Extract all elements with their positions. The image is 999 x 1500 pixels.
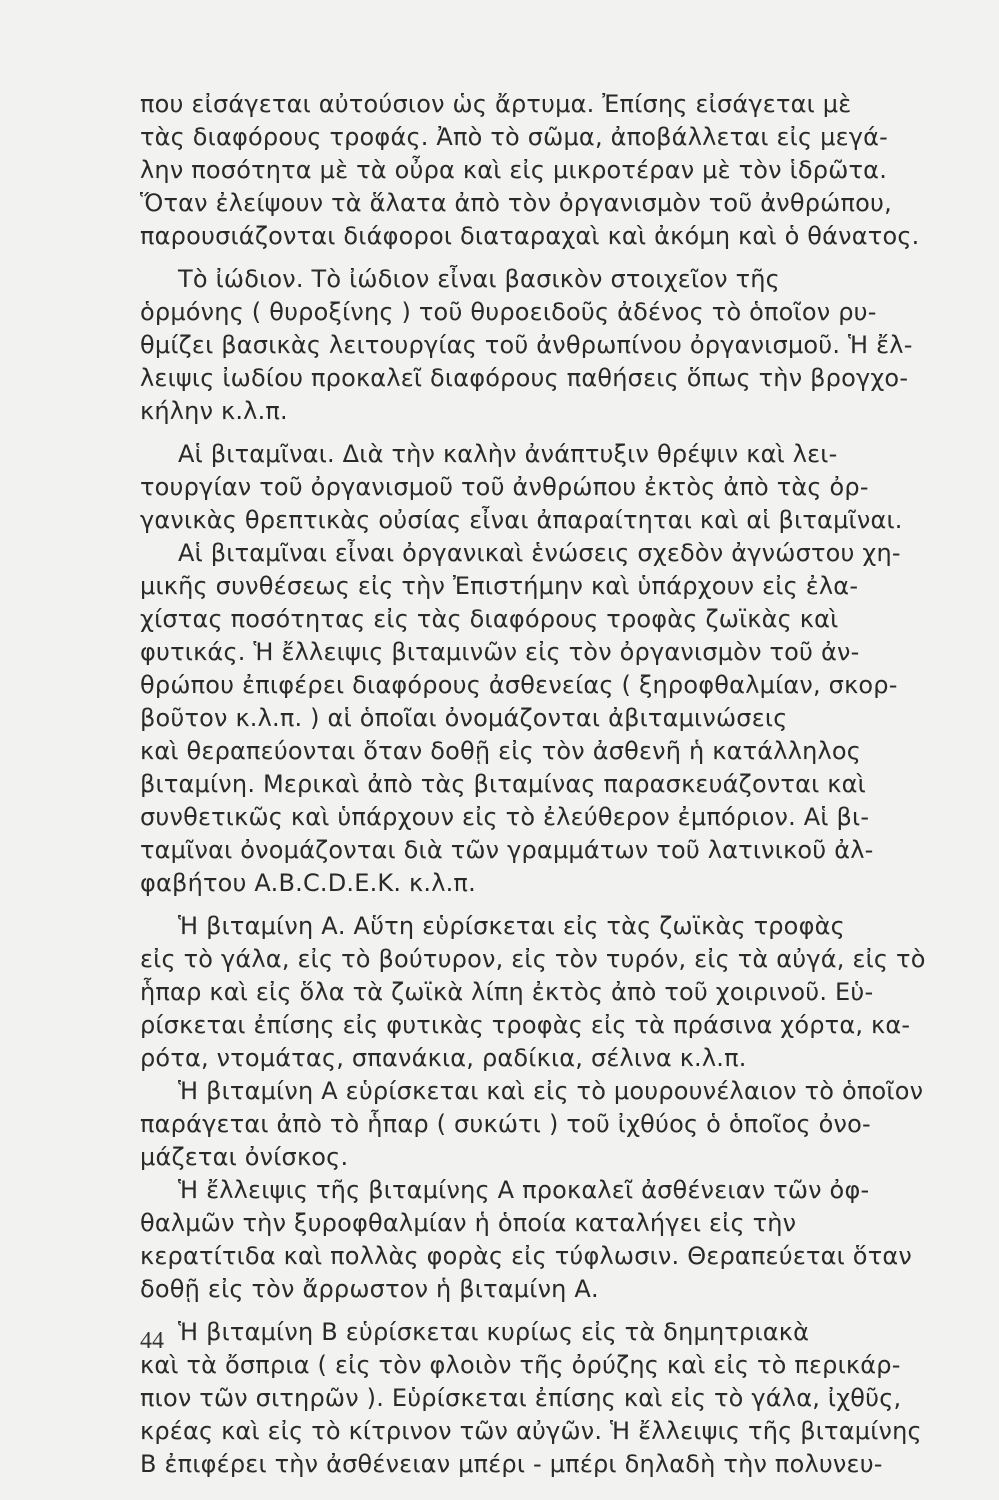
- text-line: βοῦτον κ.λ.π. ) αἱ ὁποῖαι ὀνομάζονται ἀβιταμινώσεις: [140, 704, 788, 732]
- text-line: κερατίτιδα καὶ πολλὰς φορὰς εἰς τύφλωσιν. Θεραπεύεται ὅταν: [140, 1242, 912, 1270]
- text-line: που εἰσάγεται αὐτούσιον ὡς ἄρτυμα. Ἐπίσης εἰσάγεται μὲ: [140, 90, 852, 118]
- text-line: Ἡ βιταμίνη Α εὑρίσκεται καὶ εἰς τὸ μουρουνέλαιον τὸ ὁποῖον: [178, 1077, 924, 1105]
- text-line: φυτικάς. Ἡ ἔλλειψις βιταμινῶν εἰς τὸν ὀργανισμὸν τοῦ ἀν-: [140, 638, 860, 666]
- text-line: Αἱ βιταμῖναι εἶναι ὀργανικαὶ ἑνώσεις σχεδὸν ἀγνώστου χη-: [178, 539, 901, 567]
- section-heading-vitamin-a: Ἡ βιταμίνη Α. Αὕτη εὑρίσκεται εἰς τὰς ζωϊκὰς τροφὰς: [178, 912, 845, 940]
- text-line: θρώπου ἐπιφέρει διαφόρους ἀσθενείας ( ξηροφθαλμίαν, σκορ-: [140, 671, 898, 699]
- page-number: 44: [140, 1328, 164, 1354]
- body-text: [140, 88, 926, 1481]
- text-line: θαλμῶν τὴν ξυροφθαλμίαν ἡ ὁποία καταλήγει εἰς τὴν: [140, 1209, 797, 1237]
- text-line: ρίσκεται ἐπίσης εἰς φυτικὰς τροφὰς εἰς τὰ πράσινα χόρτα, κα-: [140, 1011, 911, 1039]
- text-line: χίστας ποσότητας εἰς τὰς διαφόρους τροφὰς ζωϊκὰς καὶ: [140, 605, 839, 633]
- section-heading-iodine: Τὸ ἰώδιον. Τὸ ἰώδιον εἶναι βασικὸν στοιχεῖον τῆς: [178, 265, 780, 293]
- text-line: μικῆς συνθέσεως εἰς τὴν Ἐπιστήμην καὶ ὑπάρχουν εἰς ἐλα-: [140, 572, 859, 600]
- text-line: παρουσιάζονται διάφοροι διαταραχαὶ καὶ ἀκόμη καὶ ὁ θάνατος.: [140, 222, 920, 250]
- section-heading-vitamin-b: Ἡ βιταμίνη Β εὑρίσκεται κυρίως εἰς τὰ δημητριακὰ: [178, 1318, 810, 1346]
- text-line: δοθῇ εἰς τὸν ἄρρωστον ἡ βιταμίνη Α.: [140, 1275, 599, 1303]
- text-line: Ὅταν ἐλείψουν τὰ ἅλατα ἀπὸ τὸν ὀργανισμὸν τοῦ ἀνθρώπου,: [140, 189, 892, 217]
- text-line: βιταμίνη. Μερικαὶ ἀπὸ τὰς βιταμίνας παρασκευάζονται καὶ: [140, 770, 866, 798]
- text-line: πιον τῶν σιτηρῶν ). Εὑρίσκεται ἐπίσης καὶ εἰς τὸ γάλα, ἰχθῦς,: [140, 1384, 902, 1412]
- text-line: Β ἐπιφέρει τὴν ἀσθένειαν μπέρι - μπέρι δηλαδὴ τὴν πολυνευ-: [140, 1450, 883, 1478]
- text-line: τὰς διαφόρους τροφάς. Ἀπὸ τὸ σῶμα, ἀποβάλλεται εἰς μεγά-: [140, 123, 889, 151]
- text-line: ὁρμόνης ( θυροξίνης ) τοῦ θυροειδοῦς ἀδένος τὸ ὁποῖον ρυ-: [140, 298, 877, 326]
- text-line: ἧπαρ καὶ εἰς ὅλα τὰ ζωϊκὰ λίπη ἐκτὸς ἀπὸ τοῦ χοιρινοῦ. Εὑ-: [140, 978, 874, 1006]
- text-line: λην ποσότητα μὲ τὰ οὖρα καὶ εἰς μικροτέραν μὲ τὸν ἱδρῶτα.: [140, 156, 888, 184]
- text-line: θμίζει βασικὰς λειτουργίας τοῦ ἀνθρωπίνου ὀργανισμοῦ. Ἡ ἔλ-: [140, 331, 913, 359]
- text-line: συνθετικῶς καὶ ὑπάρχουν εἰς τὸ ἐλεύθερον ἐμπόριον. Αἱ βι-: [140, 803, 870, 831]
- text-line: ρότα, ντομάτας, σπανάκια, ραδίκια, σέλινα κ.λ.π.: [140, 1044, 747, 1072]
- text-line: κήλην κ.λ.π.: [140, 397, 288, 425]
- text-line: τουργίαν τοῦ ὀργανισμοῦ τοῦ ἀνθρώπου ἐκτὸς ἀπὸ τὰς ὀρ-: [140, 473, 869, 501]
- text-line: γανικὰς θρεπτικὰς οὐσίας εἶναι ἀπαραίτηται καὶ αἱ βιταμῖναι.: [140, 506, 903, 534]
- text-line: εἰς τὸ γάλα, εἰς τὸ βούτυρον, εἰς τὸν τυρόν, εἰς τὰ αὐγά, εἰς τὸ: [140, 945, 926, 973]
- text-line: μάζεται ὀνίσκος.: [140, 1143, 349, 1171]
- text-line: καὶ τὰ ὄσπρια ( εἰς τὸν φλοιὸν τῆς ὀρύζης καὶ εἰς τὸ περικάρ-: [140, 1351, 901, 1379]
- text-line: καὶ θεραπεύονται ὅταν δοθῇ εἰς τὸν ἀσθενῆ ἡ κατάλληλος: [140, 737, 862, 765]
- section-heading-vitamins: Αἱ βιταμῖναι. Διὰ τὴν καλὴν ἀνάπτυξιν θρέψιν καὶ λει-: [178, 440, 838, 468]
- text-line: λειψις ἰωδίου προκαλεῖ διαφόρους παθήσεις ὅπως τὴν βρογχο-: [140, 364, 909, 392]
- text-line: παράγεται ἀπὸ τὸ ἧπαρ ( συκώτι ) τοῦ ἰχθύος ὁ ὁποῖος ὀνο-: [140, 1110, 871, 1138]
- text-line: Ἡ ἔλλειψις τῆς βιταμίνης Α προκαλεῖ ἀσθένειαν τῶν ὀφ-: [178, 1176, 870, 1204]
- text-line: ταμῖναι ὀνομάζονται διὰ τῶν γραμμάτων τοῦ λατινικοῦ ἀλ-: [140, 836, 874, 864]
- text-line: φαβήτου A.B.C.D.E.K. κ.λ.π.: [140, 869, 476, 897]
- text-line: κρέας καὶ εἰς τὸ κίτρινον τῶν αὐγῶν. Ἡ ἔλλειψις τῆς βιταμίνης: [140, 1417, 922, 1445]
